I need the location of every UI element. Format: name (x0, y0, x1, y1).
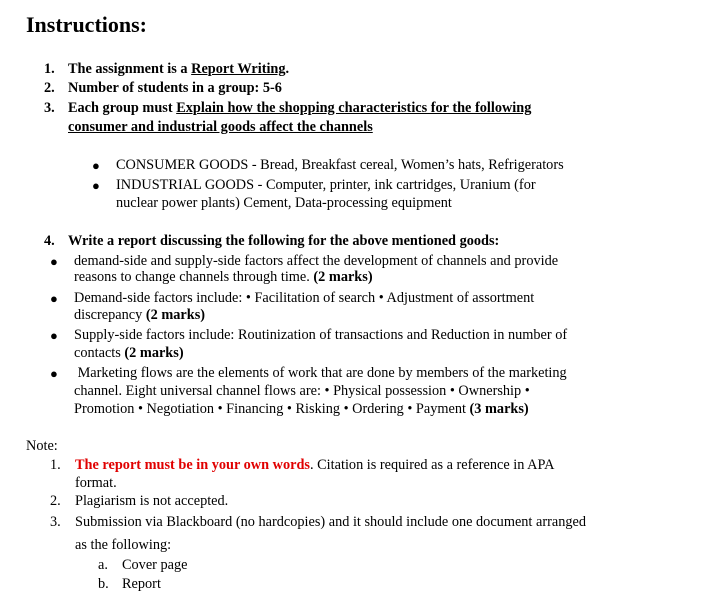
list-item-4: Write a report discussing the following for the above mentioned goods: (68, 233, 500, 249)
page-title: Instructions: (26, 12, 148, 37)
report-point-4-line3 (74, 400, 529, 419)
sub-letter: b. (98, 576, 109, 592)
sub-item-cover-page: Cover page (122, 557, 188, 573)
bullet-icon: ● (50, 291, 58, 306)
report-point-4-line2: channel. Eight universal channel flows are: • Physical possession • Ownership • (74, 383, 530, 399)
marks: (3 marks) (469, 401, 529, 417)
list-item-3-line2: consumer and industrial goods affect the channels (68, 119, 373, 135)
list-number: 3. (44, 100, 55, 116)
note-label: Note: (26, 438, 58, 454)
industrial-goods-line2: nuclear power plants) Cement, Data-processing equipment (116, 195, 452, 211)
note-item-3: Submission via Blackboard (no hardcopies) and it should include one document arranged (75, 514, 586, 530)
list-item-1 (68, 60, 289, 79)
report-writing-link-text: Report Writing (191, 61, 286, 77)
text: . Citation is required as a reference in APA (310, 457, 555, 473)
text: . (285, 61, 290, 77)
text: Each group must (68, 100, 177, 116)
text: contacts (74, 345, 121, 361)
bullet-icon: ● (92, 178, 100, 193)
list-item-3 (68, 99, 531, 118)
bullet-icon: ● (50, 328, 58, 343)
sub-item-report: Report (122, 576, 161, 592)
marks: (2 marks) (124, 345, 184, 361)
report-point-4: Marketing flows are the elements of work that are done by members of the marketing (74, 365, 567, 381)
list-number: 1. (50, 457, 61, 473)
note-item-1-line2: format. (75, 475, 117, 491)
marks: (2 marks) (313, 269, 373, 285)
report-point-2-line2 (74, 306, 205, 325)
report-point-1-line2 (74, 268, 373, 287)
note-item-1 (75, 456, 554, 475)
text: The assignment is a (68, 61, 192, 77)
bullet-icon: ● (92, 158, 100, 173)
note-item-3-line2: as the following: (75, 537, 172, 553)
industrial-goods: INDUSTRIAL GOODS - Computer, printer, ink cartridges, Uranium (for (116, 177, 536, 193)
text: Promotion • Negotiation • Financing • Risking • Ordering • Payment (74, 401, 466, 417)
underlined-text: Explain how the shopping characteristics for the following (176, 100, 532, 116)
red-emphasis: The report must be in your own words (75, 457, 310, 473)
list-number: 4. (44, 233, 55, 249)
text: reasons to change channels through time. (74, 269, 310, 285)
bullet-icon: ● (50, 366, 58, 381)
list-item-2: Number of students in a group: 5-6 (68, 80, 282, 96)
note-item-2: Plagiarism is not accepted. (75, 493, 229, 509)
list-number: 2. (50, 493, 61, 509)
report-point-3: Supply-side factors include: Routinization of transactions and Reduction in number of (74, 327, 568, 343)
list-number: 2. (44, 80, 55, 96)
report-point-2: Demand-side factors include: • Facilitation of search • Adjustment of assortment (74, 290, 535, 306)
report-point-1: demand-side and supply-side factors affect the development of channels and provide (74, 253, 559, 269)
consumer-goods: CONSUMER GOODS - Bread, Breakfast cereal, Women’s hats, Refrigerators (116, 157, 564, 173)
bullet-icon: ● (50, 254, 58, 269)
marks: (2 marks) (145, 307, 206, 323)
list-number: 3. (50, 514, 61, 530)
sub-letter: a. (98, 557, 108, 573)
text: discrepancy (74, 307, 143, 323)
report-point-3-line2 (74, 344, 184, 363)
list-number: 1. (44, 61, 55, 77)
